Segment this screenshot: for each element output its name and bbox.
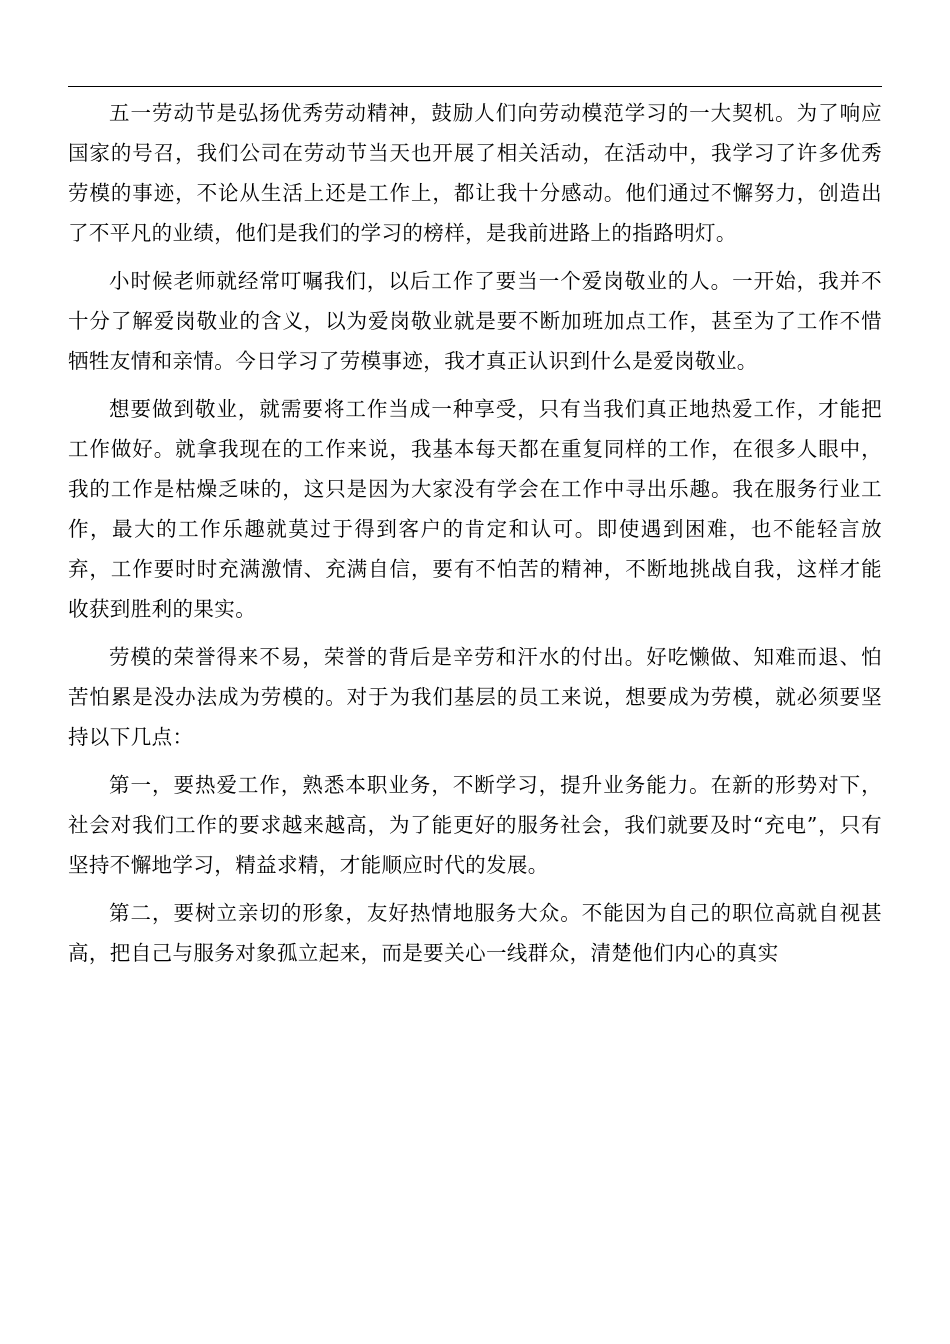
paragraph-5: 第一，要热爱工作，熟悉本职业务，不断学习，提升业务能力。在新的形势对下，社会对我们工作的要求越来越高，为了能更好的服务社会，我们就要及时“充电”，只有坚持不懈地学习，精益求精，才能顺应时代的发展。 xyxy=(68,773,882,877)
paragraph-1: 五一劳动节是弘扬优秀劳动精神，鼓励人们向劳动模范学习的一大契机。为了响应国家的号召，我们公司在劳动节当天也开展了相关活动，在活动中，我学习了许多优秀劳模的事迹，不论从生活上还是工作上，都让我十分感动。他们通过不懈努力，创造出了不平凡的业绩，他们是我们的学习的榜样，是我前进路上的指路明灯。 xyxy=(68,101,882,245)
paragraph-3: 想要做到敬业，就需要将工作当成一种享受，只有当我们真正地热爱工作，才能把工作做好。就拿我现在的工作来说，我基本每天都在重复同样的工作，在很多人眼中，我的工作是枯燥乏味的，这只是因为大家没有学会在工作中寻出乐趣。我在服务行业工作，最大的工作乐趣就莫过于得到客户的肯定和认可。即使遇到困难，也不能轻言放弃，工作要时时充满激情、充满自信，要有不怕苦的精神，不断地挑战自我，这样才能收获到胜利的果实。 xyxy=(68,397,882,621)
header-rule xyxy=(68,86,882,87)
paragraph-2: 小时候老师就经常叮嘱我们，以后工作了要当一个爱岗敬业的人。一开始，我并不十分了解爱岗敬业的含义，以为爱岗敬业就是要不断加班加点工作，甚至为了工作不惜牺牲友情和亲情。今日学习了劳模事迹，我才真正认识到什么是爱岗敬业。 xyxy=(68,269,882,373)
document-body xyxy=(68,93,882,973)
paragraph-6: 第二，要树立亲切的形象，友好热情地服务大众。不能因为自己的职位高就自视甚高，把自己与服务对象孤立起来，而是要关心一线群众，清楚他们内心的真实 xyxy=(68,901,882,965)
paragraph-4: 劳模的荣誉得来不易，荣誉的背后是辛劳和汗水的付出。好吃懒做、知难而退、怕苦怕累是没办法成为劳模的。对于为我们基层的员工来说，想要成为劳模，就必须要坚持以下几点： xyxy=(68,645,882,749)
